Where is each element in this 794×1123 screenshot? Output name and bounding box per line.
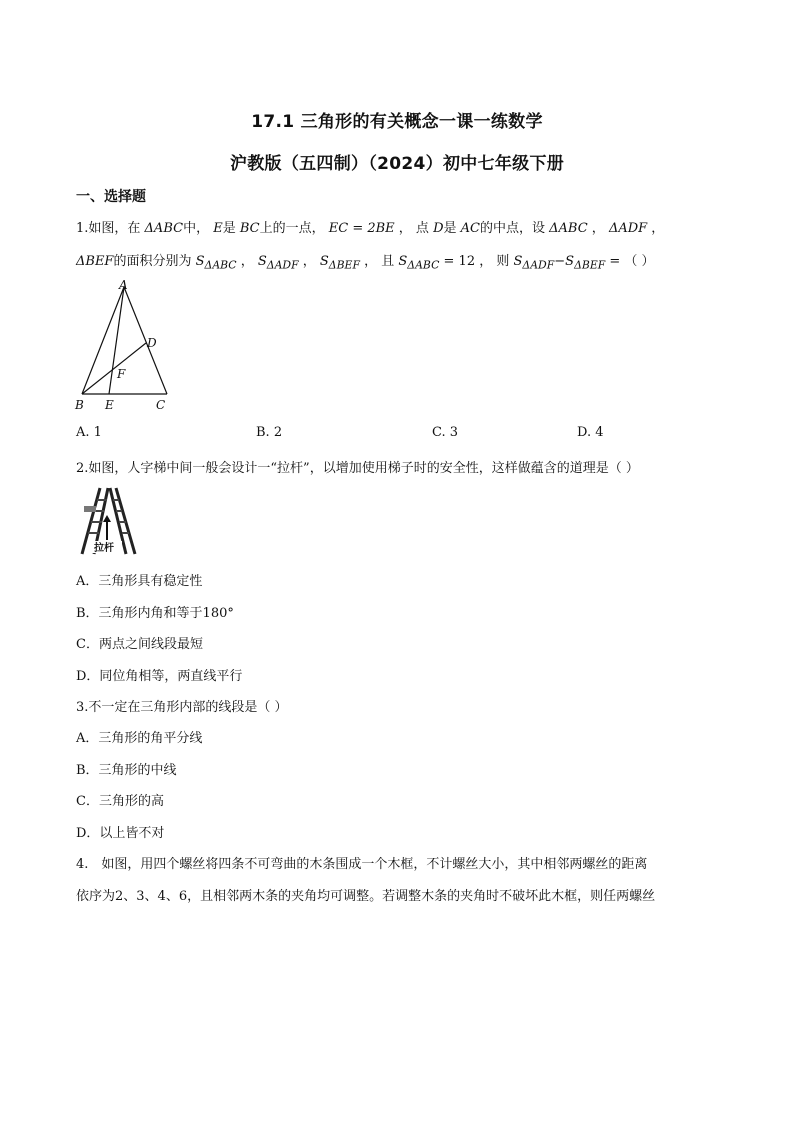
- section-heading: 一、选择题: [76, 189, 146, 205]
- q2-stem: 2.如图，人字梯中间一般会设计一“拉杆”，以增加使用梯子时的安全性，这样做蕴含的道理是（ ）: [76, 461, 639, 476]
- q1-option-c[interactable]: C. 3: [432, 425, 459, 440]
- q1-option-a[interactable]: A. 1: [76, 425, 102, 440]
- vertex-label-e: E: [105, 398, 114, 412]
- q2-option-c[interactable]: C．两点之间线段最短: [76, 637, 203, 652]
- document-title: 17.1 三角形的有关概念一课一练数学: [251, 112, 543, 132]
- q2-option-d[interactable]: D．同位角相等，两直线平行: [76, 669, 243, 684]
- ladder-label: 拉杆: [94, 543, 114, 554]
- q1-stem-line2: ΔBEF的面积分别为 $S_{\Delta ABC}$ ， $S_{\Delta ADF}$ ， $S_{\Delta BEF}$ ， 且 $S_{\Delta ABC} = 12$ ， 则 $S_{\Delta ADF}-S_{\Delta BEF}$ = （ ）: [76, 254, 655, 272]
- ladder-shadow-shape: [84, 506, 96, 512]
- q1-option-b[interactable]: B. 2: [256, 425, 283, 440]
- q3-option-b[interactable]: B．三角形的中线: [76, 763, 177, 778]
- vertex-label-f: F: [117, 367, 126, 381]
- document-subtitle: 沪教版（五四制）（2024）初中七年级下册: [229, 154, 565, 174]
- q1-stem-line1: 1.如图，在 ΔABC中， E是 BC上的一点， EC = 2BE ， 点 D是 AC的中点，设 ΔABC ， ΔADF ，: [76, 221, 665, 236]
- q4-stem-line1: 4. 如图，用四个螺丝将四条不可弯曲的木条围成一个木框，不计螺丝大小，其中相邻两螺丝的距离: [76, 857, 648, 872]
- q3-stem: 3.不一定在三角形内部的线段是（ ）: [76, 700, 288, 715]
- q2-option-a[interactable]: A．三角形具有稳定性: [76, 574, 203, 589]
- q4-stem-line2: 依序为2、3、4、6，且相邻两木条的夹角均可调整。若调整木条的夹角时不破坏此木框，则任两螺丝: [76, 889, 656, 904]
- vertex-label-d: D: [147, 336, 157, 350]
- q2-option-b[interactable]: B．三角形内角和等于180°: [76, 606, 234, 621]
- triangle-figure: [70, 278, 180, 414]
- ladder-figure: [78, 484, 138, 558]
- q3-option-a[interactable]: A．三角形的角平分线: [76, 731, 203, 746]
- vertex-label-b: B: [75, 398, 84, 412]
- vertex-label-c: C: [156, 398, 166, 412]
- q3-option-d[interactable]: D．以上皆不对: [76, 826, 165, 841]
- vertex-label-a: A: [119, 278, 128, 292]
- q3-option-c[interactable]: C．三角形的高: [76, 794, 164, 809]
- q1-option-d[interactable]: D. 4: [577, 425, 604, 440]
- q1-options: [0, 425, 794, 443]
